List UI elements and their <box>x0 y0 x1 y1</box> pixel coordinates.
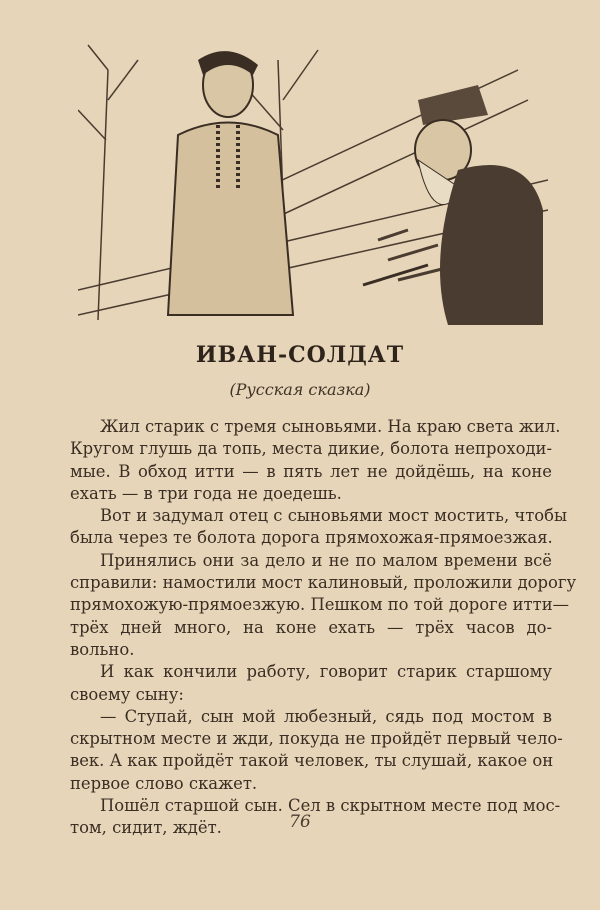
text-line: Пошёл старшой сын. Сел в скрытном месте под мос- <box>100 796 561 816</box>
text-line: справили: намостили мост калиновый, проложили дорогу <box>70 573 577 593</box>
story-text <box>70 416 577 840</box>
text-line: своему сыну: <box>70 684 184 704</box>
text-line: мые. В обход итти — в пять лет не дойдёшь, на коне <box>70 461 552 481</box>
text-line: век. А как пройдёт такой человек, ты слушай, какое он <box>70 751 554 771</box>
story-title: ИВАН-СОЛДАТ <box>195 342 405 368</box>
text-line: Вот и задумал отец с сыновьями мост мостить, чтобы <box>100 506 568 526</box>
old-man-figure <box>363 85 543 325</box>
text-line: том, сидит, ждёт. <box>70 818 222 838</box>
story-subtitle: (Русская сказка) <box>229 380 371 399</box>
text-line: прямохожую-прямоезжую. Пешком по той дороге итти— <box>70 595 570 615</box>
page-number: 76 <box>289 812 311 832</box>
illustration-young-man-and-old-man-at-bridge <box>78 40 548 325</box>
text-line: вольно. <box>70 639 135 659</box>
text-line: ехать — в три года не доедешь. <box>70 483 342 503</box>
text-line: трёх дней много, на коне ехать — трёх часов до- <box>70 617 552 637</box>
text-line: была через те болота дорога прямохожая-прямоезжая. <box>70 528 553 548</box>
text-line: — Ступай, сын мой любезный, сядь под мостом в <box>100 706 552 726</box>
text-line: Принялись они за дело и не по малом времени всё <box>100 550 552 570</box>
text-line: Жил старик с тремя сыновьями. На краю света жил. <box>100 417 561 436</box>
text-line: Кругом глушь да топь, места дикие, болота непроходи- <box>70 439 552 459</box>
young-man-figure <box>168 51 293 315</box>
text-line: скрытном месте и жди, покуда не пройдёт первый чело- <box>70 729 563 749</box>
text-line: И как кончили работу, говорит старик старшому <box>100 662 552 682</box>
text-line: первое слово скажет. <box>70 773 258 793</box>
